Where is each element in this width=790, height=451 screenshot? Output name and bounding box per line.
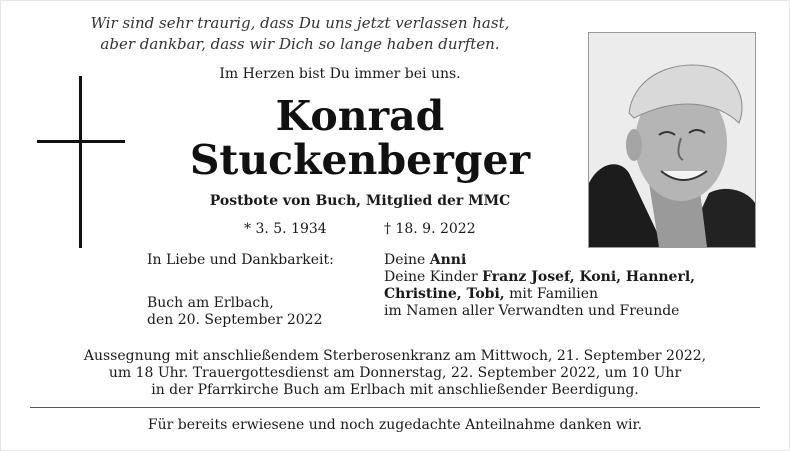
families-text: mit Familien xyxy=(504,286,599,302)
mourners-label: In Liebe und Dankbarkeit: xyxy=(147,252,334,268)
children-names-2: Christine, Tobi, xyxy=(384,286,505,302)
portrait-photo xyxy=(588,32,756,248)
children-line-1 xyxy=(384,269,695,286)
spouse-name: Anni xyxy=(429,252,467,268)
cross-icon-vertical xyxy=(79,76,82,248)
cross-icon-horizontal xyxy=(37,140,125,143)
quote-line-2: aber dankbar, dass wir Dich so lange haben durften. xyxy=(100,35,500,53)
last-name: Stuckenberger xyxy=(189,136,531,184)
place-date xyxy=(147,295,322,329)
children-names-1: Franz Josef, Koni, Hannerl, xyxy=(482,269,696,285)
first-name: Konrad xyxy=(275,92,445,140)
deceased-name xyxy=(150,94,570,182)
spouse-prefix: Deine xyxy=(384,252,430,268)
heart-line: Im Herzen bist Du immer bei uns. xyxy=(219,66,461,82)
thanks-line: Für bereits erwiesene und noch zugedachte Anteilnahme danken wir. xyxy=(147,417,643,433)
children-prefix: Deine Kinder xyxy=(384,269,483,285)
funeral-line-1: Aussegnung mit anschließendem Sterberosenkranz am Mittwoch, 21. September 2022, xyxy=(83,348,707,364)
opening-quote xyxy=(40,13,560,55)
notice-date: den 20. September 2022 xyxy=(147,312,323,328)
deceased-description: Postbote von Buch, Mitglied der MMC xyxy=(209,193,511,209)
funeral-details xyxy=(30,348,760,399)
death-date: † 18. 9. 2022 xyxy=(384,221,476,237)
quote-line-1: Wir sind sehr traurig, dass Du uns jetzt verlassen hast, xyxy=(90,14,510,32)
children-line-2 xyxy=(384,286,695,303)
funeral-line-2: um 18 Uhr. Trauergottesdienst am Donnerstag, 22. September 2022, um 10 Uhr xyxy=(108,365,682,381)
mourners-list xyxy=(384,252,695,320)
portrait-illustration xyxy=(589,33,755,247)
divider xyxy=(30,407,760,408)
birth-date: * 3. 5. 1934 xyxy=(244,221,327,237)
others-line: im Namen aller Verwandten und Freunde xyxy=(384,303,680,319)
funeral-line-3: in der Pfarrkirche Buch am Erlbach mit anschließender Beerdigung. xyxy=(151,382,639,398)
spouse-line xyxy=(384,252,695,269)
place: Buch am Erlbach, xyxy=(147,295,274,311)
